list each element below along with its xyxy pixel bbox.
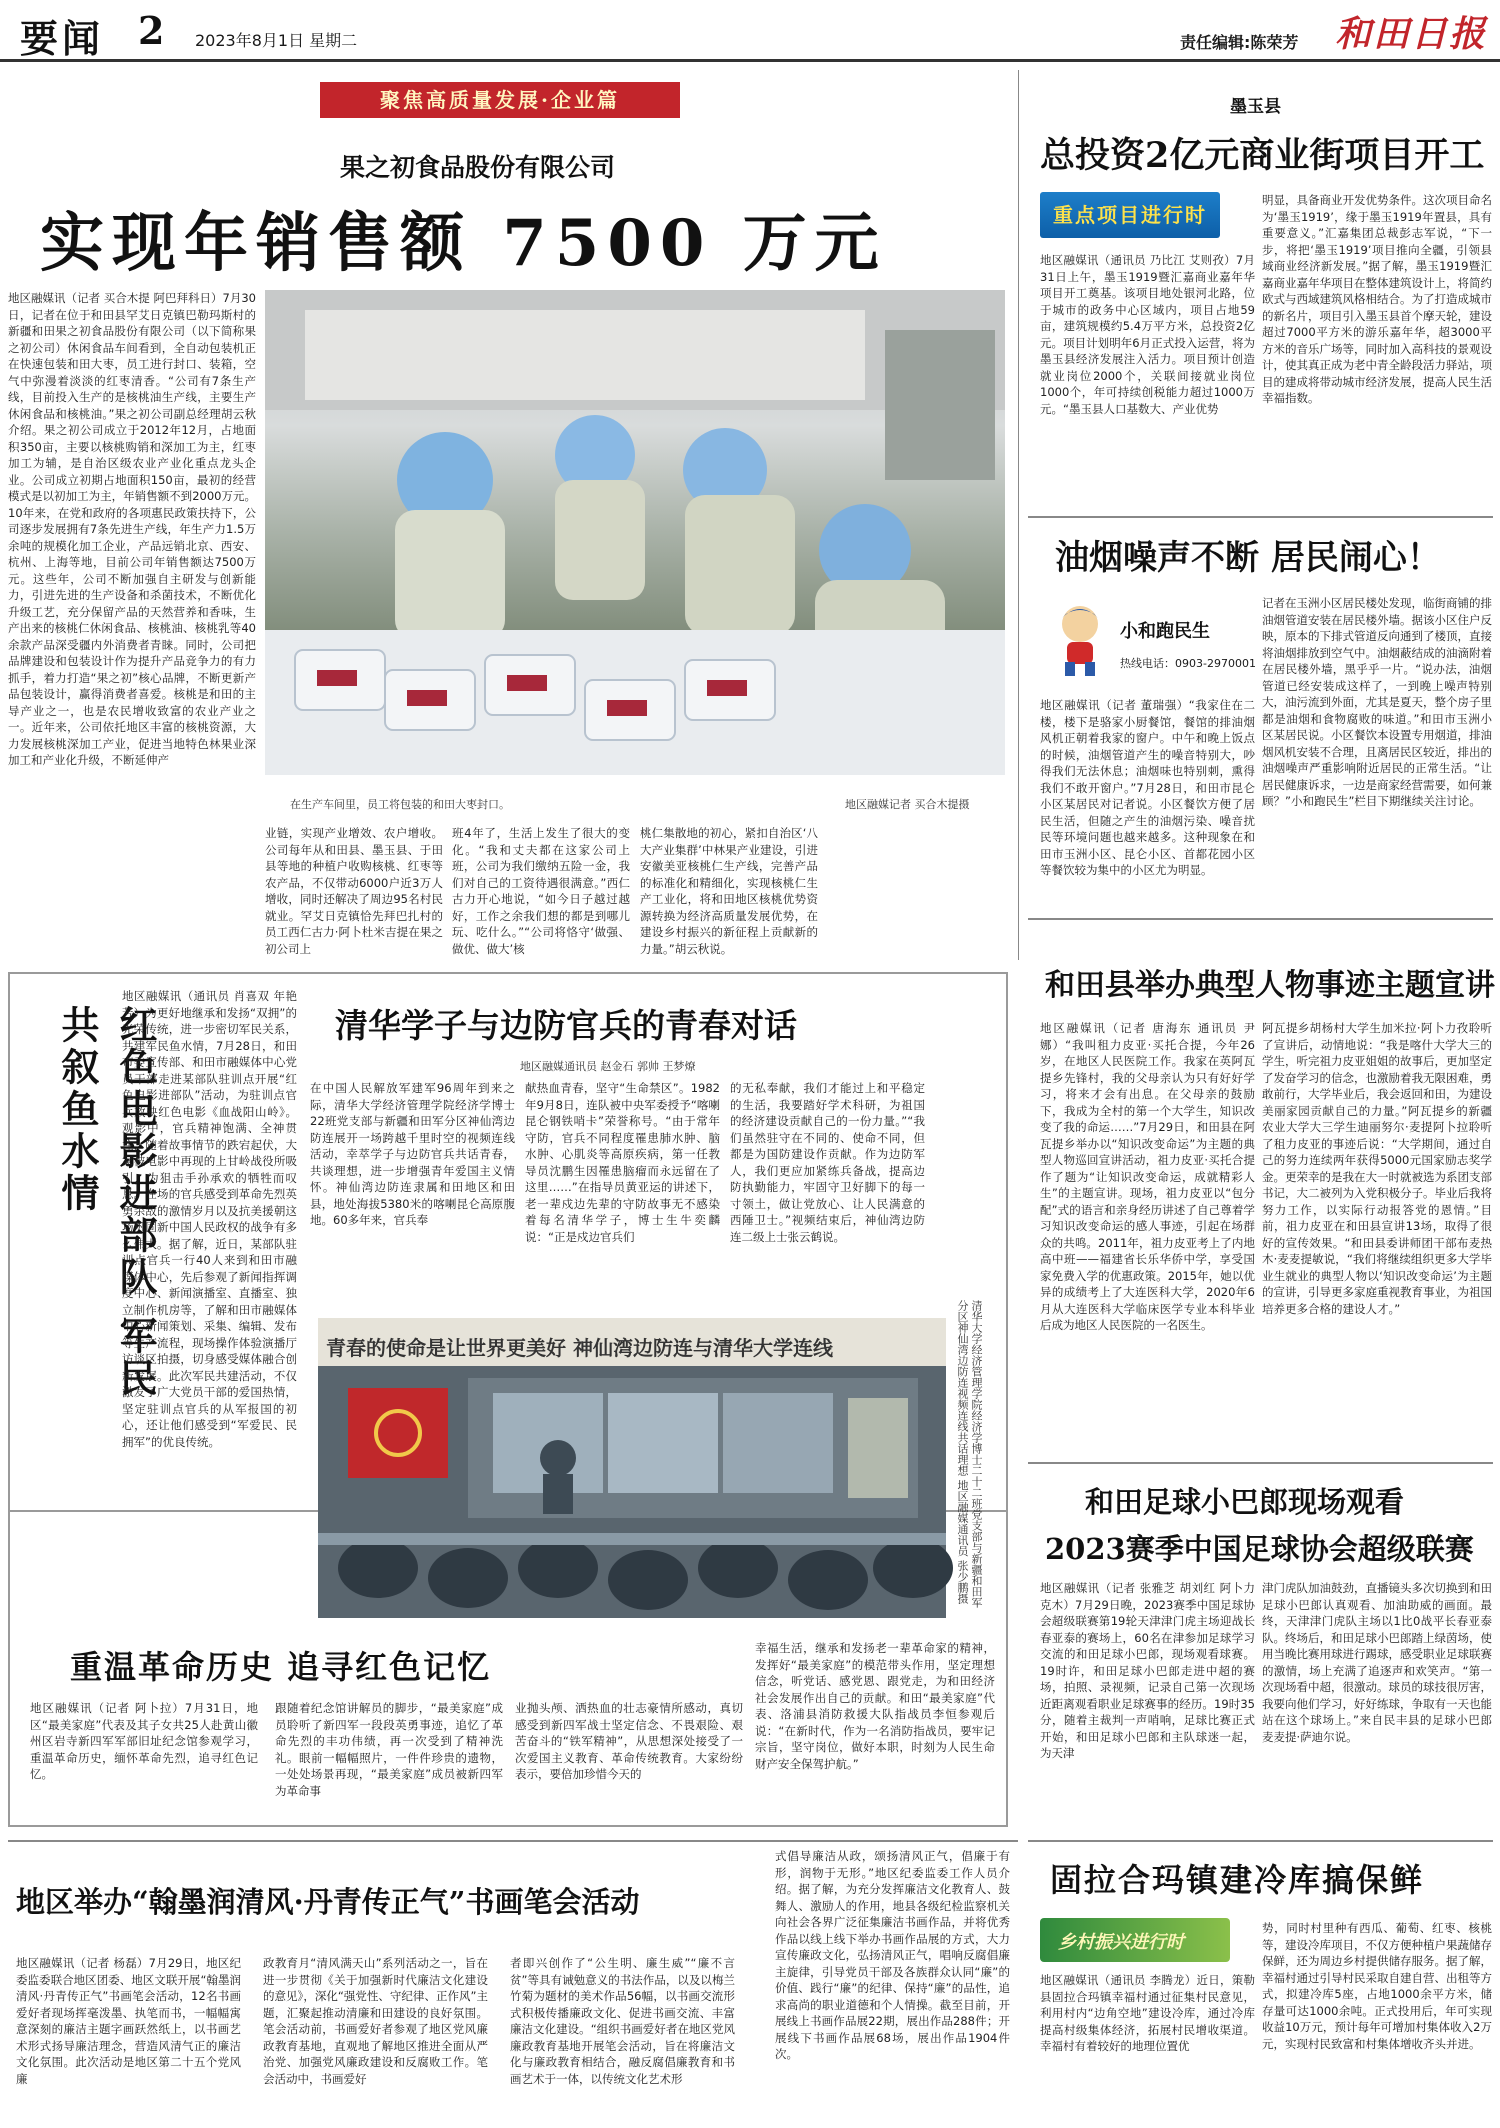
story4-col3: 的无私奉献，我们才能过上和平稳定的生活，我要踏好学术科研，为祖国的经济建设贡献自己的一份力量。”“我们虽然驻守在不同的、使命不同，但都是为国防建设作贡献。作为边防军人，我们更应加紧练兵备战，提高边防执勤能力，牢固守卫好脚下的每一寸领土，做让党放心、让人民满意的西陲卫士。”视频结束后，神仙湾边防连二级上士张云鹤说。 [730, 1081, 925, 1244]
story6-headline: 和田县举办典型人物事迹主题宣讲 [1045, 968, 1495, 1003]
story-divider [1028, 1840, 1493, 1842]
story1-col2: 业链，实现产业增效、农户增收。公司每年从和田县、墨玉县、于田县等地的种植户收购核桃、红枣等农产品，不仅带动6000户近3万人增收，同时还解决了周边95名村民就业。罕艾日克镇恰先拜巴扎村的员工西仁古力·阿卜杜米吉提在果之初公司上 [265, 826, 443, 956]
story-divider [1028, 918, 1493, 920]
factory-photo [265, 290, 1005, 775]
theme-banner [320, 82, 680, 118]
video-call-caption: 清华大学经济管理学院经济学博士二十二班党支部与新疆和田军分区神仙湾边防连视频连线共话理想 地区融媒通讯员 张少鹏摄 [956, 1300, 983, 1608]
story8-col-c: 者即兴创作了“公生明、廉生威”“廉不言贫”等具有诫勉意义的书法作品，以及以梅兰竹菊为题材的美术作品56幅，以书画交流形式积极传播廉政文化、促进书画交流、丰富廉洁文化建设。“组织书画爱好者在地区党风廉政教育基地开展笔会活动，旨在将廉洁文化与廉政教育相结合，融反腐倡廉教育和书画艺术于一体，以传统文化艺术形 [510, 1956, 735, 2086]
story2-county: 墨玉县 [1230, 97, 1281, 117]
story9-headline: 固拉合玛镇建冷库搞保鲜 [1050, 1861, 1425, 1899]
theme-banner-text: 聚焦高质量发展·企业篇 [380, 88, 620, 112]
story1-headline: 实现年销售额 7500 万元 [40, 206, 887, 281]
story2-col-a: 地区融媒讯（通讯员 乃比江 艾则孜）7月31日上午，墨玉1919暨汇嘉商业嘉年华项目开工奠基。该项目地处银河北路，位于城市的政务中心区域内，项目占地59亩，建筑规模约5.4万平方米，总投资2亿元。项目计划明年6月正式投入运营，将为墨玉县经济发展注入活力。项目预计创造就业岗位2000个，关联间接就业岗位1000个，年可持续创税能力超过1000万元。“墨玉县人口基数大、产业优势 [1040, 253, 1255, 416]
page-number: 2 [138, 8, 165, 53]
story9-col-b: 势，同时村里种有西瓜、葡萄、红枣、核桃等，建设冷库项目，不仅方便种植户果蔬储存保鲜，还为周边乡村提供储存服务。据了解，幸福村通过引导村民采取自建自营、出租等方式，拟建冷库5座，占地1000余平方米，储存量可达1000余吨。正式投用后，年可实现收益10万元，预计每年可增加村集体收入2万元，实现村民致富和村集体增收齐头并进。 [1262, 1921, 1492, 2051]
story6-col-b: 阿瓦提乡胡杨村大学生加米拉·阿卜力孜聆听了宣讲后，动情地说：“我是喀什大学大三的学生，听完祖力皮亚姐姐的故事后，更加坚定了发奋学习的信念，也激励着我无限困难，勇敢前行，大学毕业后，我会返回和田，为建设美丽家园贡献自己的力量。”阿瓦提乡的新疆农业大学大三学生迪丽努尔·麦提阿卜拉聆听了租力皮亚的事迹后说：“大学期间，通过自己的努力连续两年获得5000元国家励志奖学金。更荣幸的是我在大一时就被选为系团支部书记，大二被列为入党积极分子。毕业后我将努力工作，以实际行动报答党的恩情。”目前，祖力皮亚在和田县宣讲13场，取得了很好的宣传效果。“和田县委讲师团干部布麦热木·麦麦提敏说，“我们将继续组织更多大学毕业生就业的典型人物以‘知识改变命运’为主题的宣讲，引导更多家庭重视教育事业，为祖国培养更多合格的建设人才。” [1262, 1021, 1492, 1316]
story1-col4: 桃仁集散地的初心，紧扣自治区‘八大产业集群’中林果产业建设，引进安徽美亚核桃仁生产线，完善产品的标准化和精细化，实现核桃仁生产工业化，将和田地区核桃优势资源转换为经济高质量发展优势，在建设乡村振兴的新征程上贡献新的力量。”胡云秋说。 [640, 826, 818, 956]
feature-box-bottom [8, 1512, 1008, 1827]
story1-col5 [828, 825, 1006, 960]
rural-revival-tag-text: 乡村振兴进行时 [1058, 1932, 1184, 1953]
minsheng-logo-text: 小和跑民生 [1120, 621, 1210, 642]
story1-col3: 班4年了，生活上发生了很大的变化。“我和丈夫都在这家公司上班，公司为我们缴纳五险一金，我们对自己的工资待遇很满意。”西仁古力开心地说，“如今日子越过越好，工作之余我们想的都是到哪儿玩、吃什么。”“公司将恪守‘做强、做优、做大’核 [452, 826, 630, 956]
mascot-icon [1045, 600, 1115, 680]
story8-col-d: 式倡导廉洁从政，颂扬清风正气，倡廉于有形，润物于无形。”地区纪委监委工作人员介绍。据了解，为充分发挥廉洁文化教育人、鼓舞人、激励人的作用，地县各级纪检监察机关向社会各界广泛征集廉洁书画作品，并将优秀作品以线上线下举办书画作品展的方式，大力宣传廉政文化，弘扬清风正气，唱响反腐倡廉主旋律，引导党员干部及各族群众认同“廉”的价值、践行“廉”的纪律、保持“廉”的品性，追求高尚的职业道德和个人情操。截至目前，开展线上书画作品展22期，展出作品288件；开展线下书画作品展68场，展出作品1904件次。 [775, 1849, 1010, 2061]
story4-side-title: 红色电影进部队 军民共叙鱼水情 [55, 1005, 158, 1401]
paper-name-logo: 和田日报 [1335, 13, 1488, 55]
story5-col-a: 地区融媒讯（记者 阿卜拉）7月31日，地区“最美家庭”代表及其子女共25人赴黄山徽州区岩寺新四军军部旧址纪念馆参观学习，重温革命历史，缅怀革命先烈，追寻红色记忆。 [30, 1701, 258, 1781]
factory-photo-credit: 地区融媒记者 买合木提摄 [845, 798, 970, 811]
masthead [0, 0, 1500, 62]
responsible-editor: 责任编辑:陈荣芳 [1180, 33, 1299, 52]
story4-byline: 地区融媒通讯员 赵金石 郭帅 王梦燎 [520, 1060, 696, 1073]
story-divider [1028, 1462, 1493, 1464]
story1-kicker: 果之初食品股份有限公司 [340, 153, 616, 182]
hotline-number: 热线电话：0903-2970001 [1120, 657, 1256, 670]
key-project-tag [1040, 192, 1220, 238]
story7-col-b: 津门虎队加油鼓劲，直播镜头多次切换到和田足球小巴郎认真观看、加油助威的画面。最终，天津津门虎队主场以1比0战平长春亚泰队。终场后，和田足球小巴郎踏上绿茵场，使用当晚比赛用球进行踢球，感受职业足球联赛的激情，场上充满了追逐声和欢笑声。“第一次现场看中超，很激动。球员的球技很厉害，我要向他们学习，好好练球，争取有一天也能站在这个球场上。”来自民丰县的足球小巴郎麦麦提·萨迪尔说。 [1262, 1581, 1492, 1744]
issue-date: 2023年8月1日 星期二 [195, 31, 358, 50]
story9-col-a: 地区融媒讯（通讯员 李腾龙）近日，策勒县固拉合玛镇幸福村通过征集村民意见，利用村内“边角空地”建设冷库，通过冷库提高村级集体经济，拓展村民增收渠道。幸福村有着较好的地理位置优 [1040, 1973, 1255, 2053]
story7-col-a: 地区融媒讯（记者 张雅芝 胡刘红 阿卜力克木）7月29日晚，2023赛季中国足球协会超级联赛第19轮天津津门虎主场迎战长春亚泰的赛场上，60名在津参加足球学习交流的和田足球小巴郎，现场观看球赛。19时许，和田足球小巴郎走进中超的赛场，拍照、录视频，记录自己第一次现场近距离观看职业足球赛事的经历。19时35分，随着主裁判一声哨响，足球比赛正式开始，和田足球小巴郎和主队球迷一起，为天津 [1040, 1581, 1255, 1760]
story4-col1: 在中国人民解放军建军96周年到来之际，清华大学经济管理学院经济学博士22班党支部与新疆和田军分区神仙湾边防连展开一场跨越千里时空的视频连线活动，幸萃学子与边防官兵共话青春，共谈理想，进一步增强青年爱国主义情怀。神仙湾边防连隶属和田地区和田县，地处海拔5380米的喀喇昆仑高原腹地。60多年来，官兵奉 [310, 1081, 515, 1227]
section-name: 要闻 [20, 16, 105, 61]
factory-photo-art [265, 290, 1005, 775]
factory-photo-caption: 在生产车间里，员工将包装的和田大枣封口。 [290, 798, 510, 811]
story1-col1: 地区融媒讯（记者 买合木提 阿巴拜科日）7月30日，记者在位于和田县罕艾日克镇巴勒玛斯村的新疆和田果之初食品股份有限公司（以下简称果之初公司）休闲食品车间看到，全自动包装机正在快速包装和田大枣，员工进行封口、装箱，空气中弥漫着淡淡的红枣清香。“公司有7条生产线，目前投入生产的是核桃油生产线，主要生产休闲食品和核桃油。”果之初公司副总经理胡云秋介绍。果之初公司成立于2012年12月，占地面积350亩，主要以核桃购销和深加工为主，红枣加工为辅，是自治区级农业产业化重点龙头企业。公司成立初期占地面积150亩，最初的经营模式是以初加工为主，年销售额不到2000万元。10年来，在党和政府的各项惠民政策扶持下，公司逐步发展拥有7条先进生产线，年生产力1.5万余吨的规模化加工企业，产品远销北京、西安、杭州、上海等地，目前公司年销售额达7500万元。这些年，公司不断加强自主研发与创新能力，引进先进的生产设备和杀菌技术，不断优化升级工艺，充分保留产品的天然营养和香味，生产出来的核桃仁休闲食品、核桃油、核桃乳等40余款产品深受疆内外消费者青睐。同时，公司把品牌建设和包装设计作为提升产品竞争力的有力抓手，着力打造“果之初”核心品牌，不断更新产品包装设计，赢得消费者喜爱。核桃是和田的主导产业之一，也是农民增收致富的农业产业之一。近年来，公司依托地区丰富的核桃资源，大力发展核桃深加工产业，促进当地特色林果业深加工和产业化升级，不断延伸产 [8, 291, 256, 767]
column-divider [1018, 70, 1019, 960]
video-call-banner-text: 青春的使命是让世界更美好 神仙湾边防连与清华大学连线 [326, 1336, 833, 1360]
story3-col-b: 记者在玉洲小区居民楼处发现，临街商铺的排油烟管道安装在居民楼外墙。据该小区住户反映，原本的下排式管道反向通到了楼顶，直接将油烟排放到空气中。油烟蔽结成的油滴附着在居民楼外墙，黑乎乎一片。“说办法，油烟管道已经安装成这样了，一到晚上噪声特别大，油污流到外面，尤其是夏天，整个房子里都是油烟和食物腐败的味道。”和田市玉洲小区某居民说。小区餐饮本设置专用烟道，排油烟风机安装不合理，且离居民区较近，排出的油烟噪声严重影响附近居民的正常生活。“让居民健康诉求，一边是商家经营需要，如何兼顾？”小和跑民生”栏目下期继续关注讨论。 [1262, 596, 1492, 808]
story5-col-b: 跟随着纪念馆讲解员的脚步，“最美家庭”成员聆听了新四军一段段英勇事迹，追忆了革命先烈的丰功伟绩，再一次受到了精神洗礼。眼前一幅幅照片，一件件珍贵的遗物，一处处场景再现，“最美家庭”成员被新四军为革命事 [275, 1701, 503, 1798]
story5-headline: 重温革命历史 追寻红色记忆 [70, 1648, 492, 1686]
story6-col-a: 地区融媒讯（记者 唐海东 通讯员 尹娜）“我叫租力皮亚·买托合提，今年26岁，在地区人民医院工作。我家在英阿瓦提乡先锋村，我的父母亲认为只有好好学习，将来才会有出息。在父母亲的鼓励下，我成为全村的第一个大学生，知识改变了我的命运……”7月29日，和田县在阿瓦提乡举办以“知识改变命运”为主题的典型人物巡回宣讲活动，祖力皮亚·买托合提作了题为“让知识改变命运，成就精彩人生”的主题宣讲。现场，祖力皮亚以“包分配”式的语言和亲身经历讲述了自己尊着学习知识改变命运的感人事迹，引起在场群众的共鸣。2011年，祖力皮亚考上了内地高中班——福建省长乐华侨中学，享受国家免费入学的优惠政策。2015年，她以优异的成绩考上了大连医科大学，2020年6月从大连医科大学临床医学专业本科毕业后成为地区人民医院的一名医生。 [1040, 1021, 1255, 1332]
story7-headline-2: 2023赛季中国足球协会超级联赛 [1045, 1532, 1474, 1566]
story2-col-b: 明显，具备商业开发优势条件。这次项目命名为‘墨玉1919’，缘于墨玉1919年置县，具有重要意义。”汇嘉集团总裁彭志军说，“下一步，将把‘墨玉1919’项目推向全疆，引领县域商业经济新发展。”据了解，墨玉1919暨汇嘉商业嘉年华项目在整体建筑设计上，将简约欧式与西域建筑风格相结合。为了打造成城市的新名片，项目引入墨玉县首个摩天轮，建设超过7000平方米的游乐嘉年华，超3000平方米的音乐广场等，同时加入高科技的景观设计，使其真正成为老中青全龄段活力驿站，项目的建成将带动城市经济发展，提高人民生活幸福指数。 [1262, 193, 1492, 405]
story4-col2: 献热血青春，坚守“生命禁区”。1982年9月8日，连队被中央军委授予“喀喇昆仑钢铁哨卡”荣誉称号。“由于常年守防，官兵不同程度罹患肺水肿、脑水肿、心肌炎等高原疾病，第一任教导员沈鹏生因罹患脑瘤而永远留在了这里……”在指导员黄亚运的讲述下，老一辈戍边先辈的守防故事无不感染着每名清华学子，博士生牛奕麟说：“正是戍边官兵们 [525, 1081, 720, 1244]
story-divider [8, 1840, 1018, 1842]
story5-col-d: 幸福生活，继承和发扬老一辈革命家的精神，发挥好“最美家庭”的模范带头作用，坚定理想信念，听党话、感党恩、跟党走，为和田经济社会发展作出自己的贡献。和田“最美家庭”代表、洛浦县消防救援大队指战员李恒参观后说：“在新时代，作为一名消防指战员，要牢记宗旨，坚守岗位，做好本职，时刻为人民生命财产安全保驾护航。” [755, 1641, 995, 1771]
story4-side-text: 地区融媒讯（通讯员 肖喜双 年艳芳）为更好地继承和发扬“双拥”的光荣传统，进一步密切军民关系，共建军民鱼水情，7月28日，和田市委宣传部、和田市融媒体中心党员干部走进某部队驻训点开展“红色电影进部队”活动，为驻训点官兵放映红色电影《血战阳山岭》。观影中，官兵精神饱满、全神贯注，随着故事情节的跌宕起伏，大家被电影中再现的上甘岭战役所吸引，为狙击手孙承欢的牺牲而叹息。在场的官兵感受到革命先烈英勇杀敌的激情岁月以及抗美援朝这场巩固新中国人民政权的战争有多么伟大。据了解，近日，某部队驻训点官兵一行40人来到和田市融媒体中心，先后参观了新闻指挥调度中心、新闻演播室、直播室、独立制作机房等，了解和田市融媒体中心新闻策划、采集、编辑、发布等生产流程，现场操作体验演播厅访谈区拍摄，切身感受媒体融合创新发展。此次军民共建活动，不仅激发了广大党员干部的爱国热情，坚定驻训点官兵的从军报国的初心，还让他们感受到“军爱民、民拥军”的优良传统。 [122, 989, 297, 1449]
key-project-tag-text: 重点项目进行时 [1053, 203, 1207, 227]
story3-col-a: 地区融媒讯（记者 董瑞强）“我家住在二楼，楼下是骆家小厨餐馆，餐馆的排油烟风机正朝着我家的窗户。中午和晚上饭点的时候，油烟管道产生的噪音特别大，吵得我们无法休息；油烟味也特别刺，熏得我们不敢开窗户。”7月28日，和田市昆仑小区某居民对记者说。小区餐饮方便了居民生活，但随之产生的油烟污染、噪音扰民等环境问题也越来越多。这种现象在和田市玉洲小区、昆仑小区、首都花园小区等餐饮较为集中的小区尤为明显。 [1040, 698, 1255, 877]
story7-headline-1: 和田足球小巴郎现场观看 [1085, 1485, 1405, 1519]
minsheng-logo [1040, 595, 1290, 690]
story5-col-c: 业抛头颅、洒热血的壮志豪情所感动，真切感受到新四军战士坚定信念、不畏艰险、艰苦奋斗的“铁军精神”，从思想深处接受了一次爱国主义教育、革命传统教育。大家纷纷表示，要倍加珍惜今天的 [515, 1701, 743, 1781]
story2-headline: 总投资2亿元商业街项目开工 [1040, 135, 1485, 176]
story8-headline: 地区举办“翰墨润清风·丹青传正气”书画笔会活动 [16, 1885, 640, 1919]
story-divider [1028, 516, 1493, 518]
story4-headline: 清华学子与边防官兵的青春对话 [335, 1006, 797, 1045]
rural-revival-tag [1040, 1918, 1230, 1962]
story8-col-b: 政教育月“清风满天山”系列活动之一，旨在进一步贯彻《关于加强新时代廉洁文化建设的意见》，深化“强党性、守纪律、正作风”主题，汇聚起推动清廉和田建设的良好氛围。笔会活动前，书画爱好者参观了地区党风廉政教育基地，直观地了解地区推进全面从严治党、加强党风廉政建设和反腐败工作。笔会活动中，书画爱好 [263, 1956, 488, 2086]
story8-col-a: 地区融媒讯（记者 杨磊）7月29日，地区纪委监委联合地区团委、地区文联开展“翰墨润清风·丹青传正气”书画笔会活动，12名书画爱好者现场挥毫泼墨、执笔而书，一幅幅寓意深刻的廉洁主题字画跃然纸上，以书画艺术形式扬导廉洁理念，营造风清气正的廉洁文化氛围。此次活动是地区第二十五个党风廉 [16, 1956, 241, 2086]
story3-headline: 油烟噪声不断 居民闹心！ [1055, 538, 1441, 578]
